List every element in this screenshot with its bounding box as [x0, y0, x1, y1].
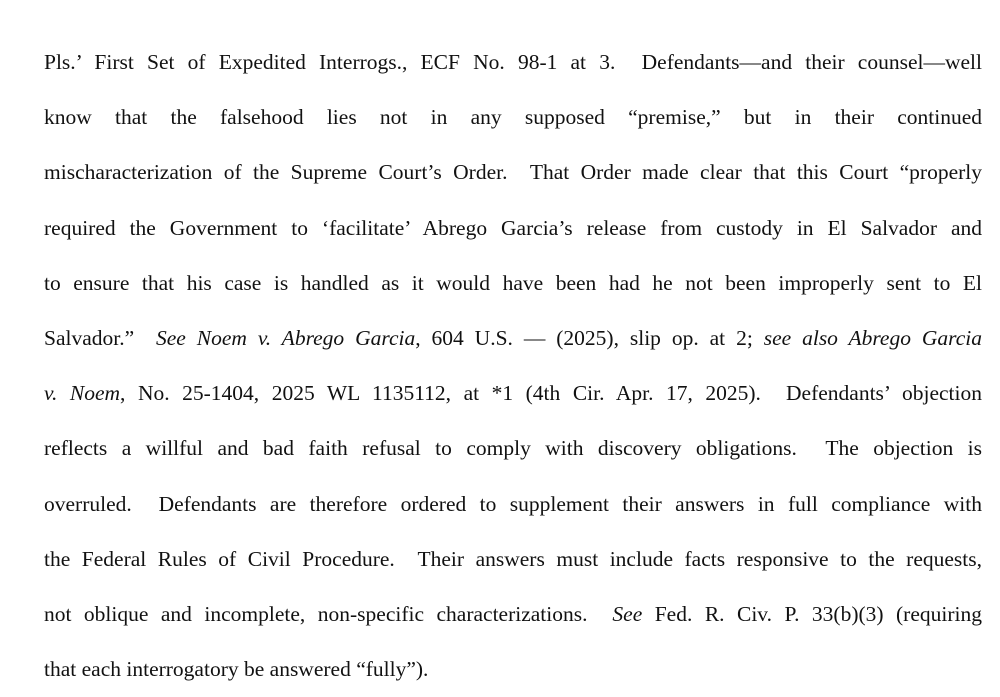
text-line	[44, 256, 982, 311]
text-line	[44, 366, 982, 421]
italic-citation: see also Abrego Garcia	[763, 325, 982, 350]
text-segment: , 604 U.S. — (2025), slip op. at 2;	[415, 325, 764, 350]
text-line	[44, 35, 982, 90]
text-line	[44, 90, 982, 145]
text-segment: , No. 25-1404, 2025 WL 1135112, at *1 (4th Cir. Apr. 17, 2025). Defendants’ objection	[120, 381, 983, 406]
text-segment: the Federal Rules of Civil Procedure. Their answers must include facts responsive to the requests,	[44, 546, 982, 571]
text-segment: know that the falsehood lies not in any supposed “premise,” but in their continued	[44, 105, 982, 130]
text-segment: mischaracterization of the Supreme Court’s Order. That Order made clear that this Court “properly	[44, 160, 982, 185]
text-line	[44, 311, 982, 366]
text-line	[44, 145, 982, 200]
text-line	[44, 587, 982, 642]
italic-citation: See	[612, 601, 643, 626]
italic-citation: v. Noem	[44, 381, 121, 406]
text-line	[44, 642, 982, 697]
italic-citation: See Noem v. Abrego Garcia	[156, 325, 416, 350]
text-segment: reflects a willful and bad faith refusal to comply with discovery obligations. The objection is	[44, 436, 982, 461]
text-segment: Salvador.”	[44, 325, 156, 350]
text-line	[44, 477, 982, 532]
body-paragraph	[44, 35, 982, 697]
text-segment: to ensure that his case is handled as it would have been had he not been improperly sent to El	[44, 270, 982, 295]
text-segment: overruled. Defendants are therefore ordered to supplement their answers in full compliance with	[44, 491, 982, 516]
text-segment: Pls.’ First Set of Expedited Interrogs., ECF No. 98-1 at 3. Defendants—and their counsel—well	[44, 50, 982, 74]
text-segment: required the Government to ‘facilitate’ Abrego Garcia’s release from custody in El Salvador and	[44, 215, 982, 240]
text-segment: Fed. R. Civ. P. 33(b)(3) (requiring	[642, 601, 982, 626]
text-line	[44, 201, 982, 256]
text-segment: that each interrogatory be answered “fully”).	[44, 657, 429, 682]
text-line	[44, 532, 982, 587]
text-segment: not oblique and incomplete, non-specific characterizations.	[44, 601, 613, 626]
text-line	[44, 421, 982, 476]
